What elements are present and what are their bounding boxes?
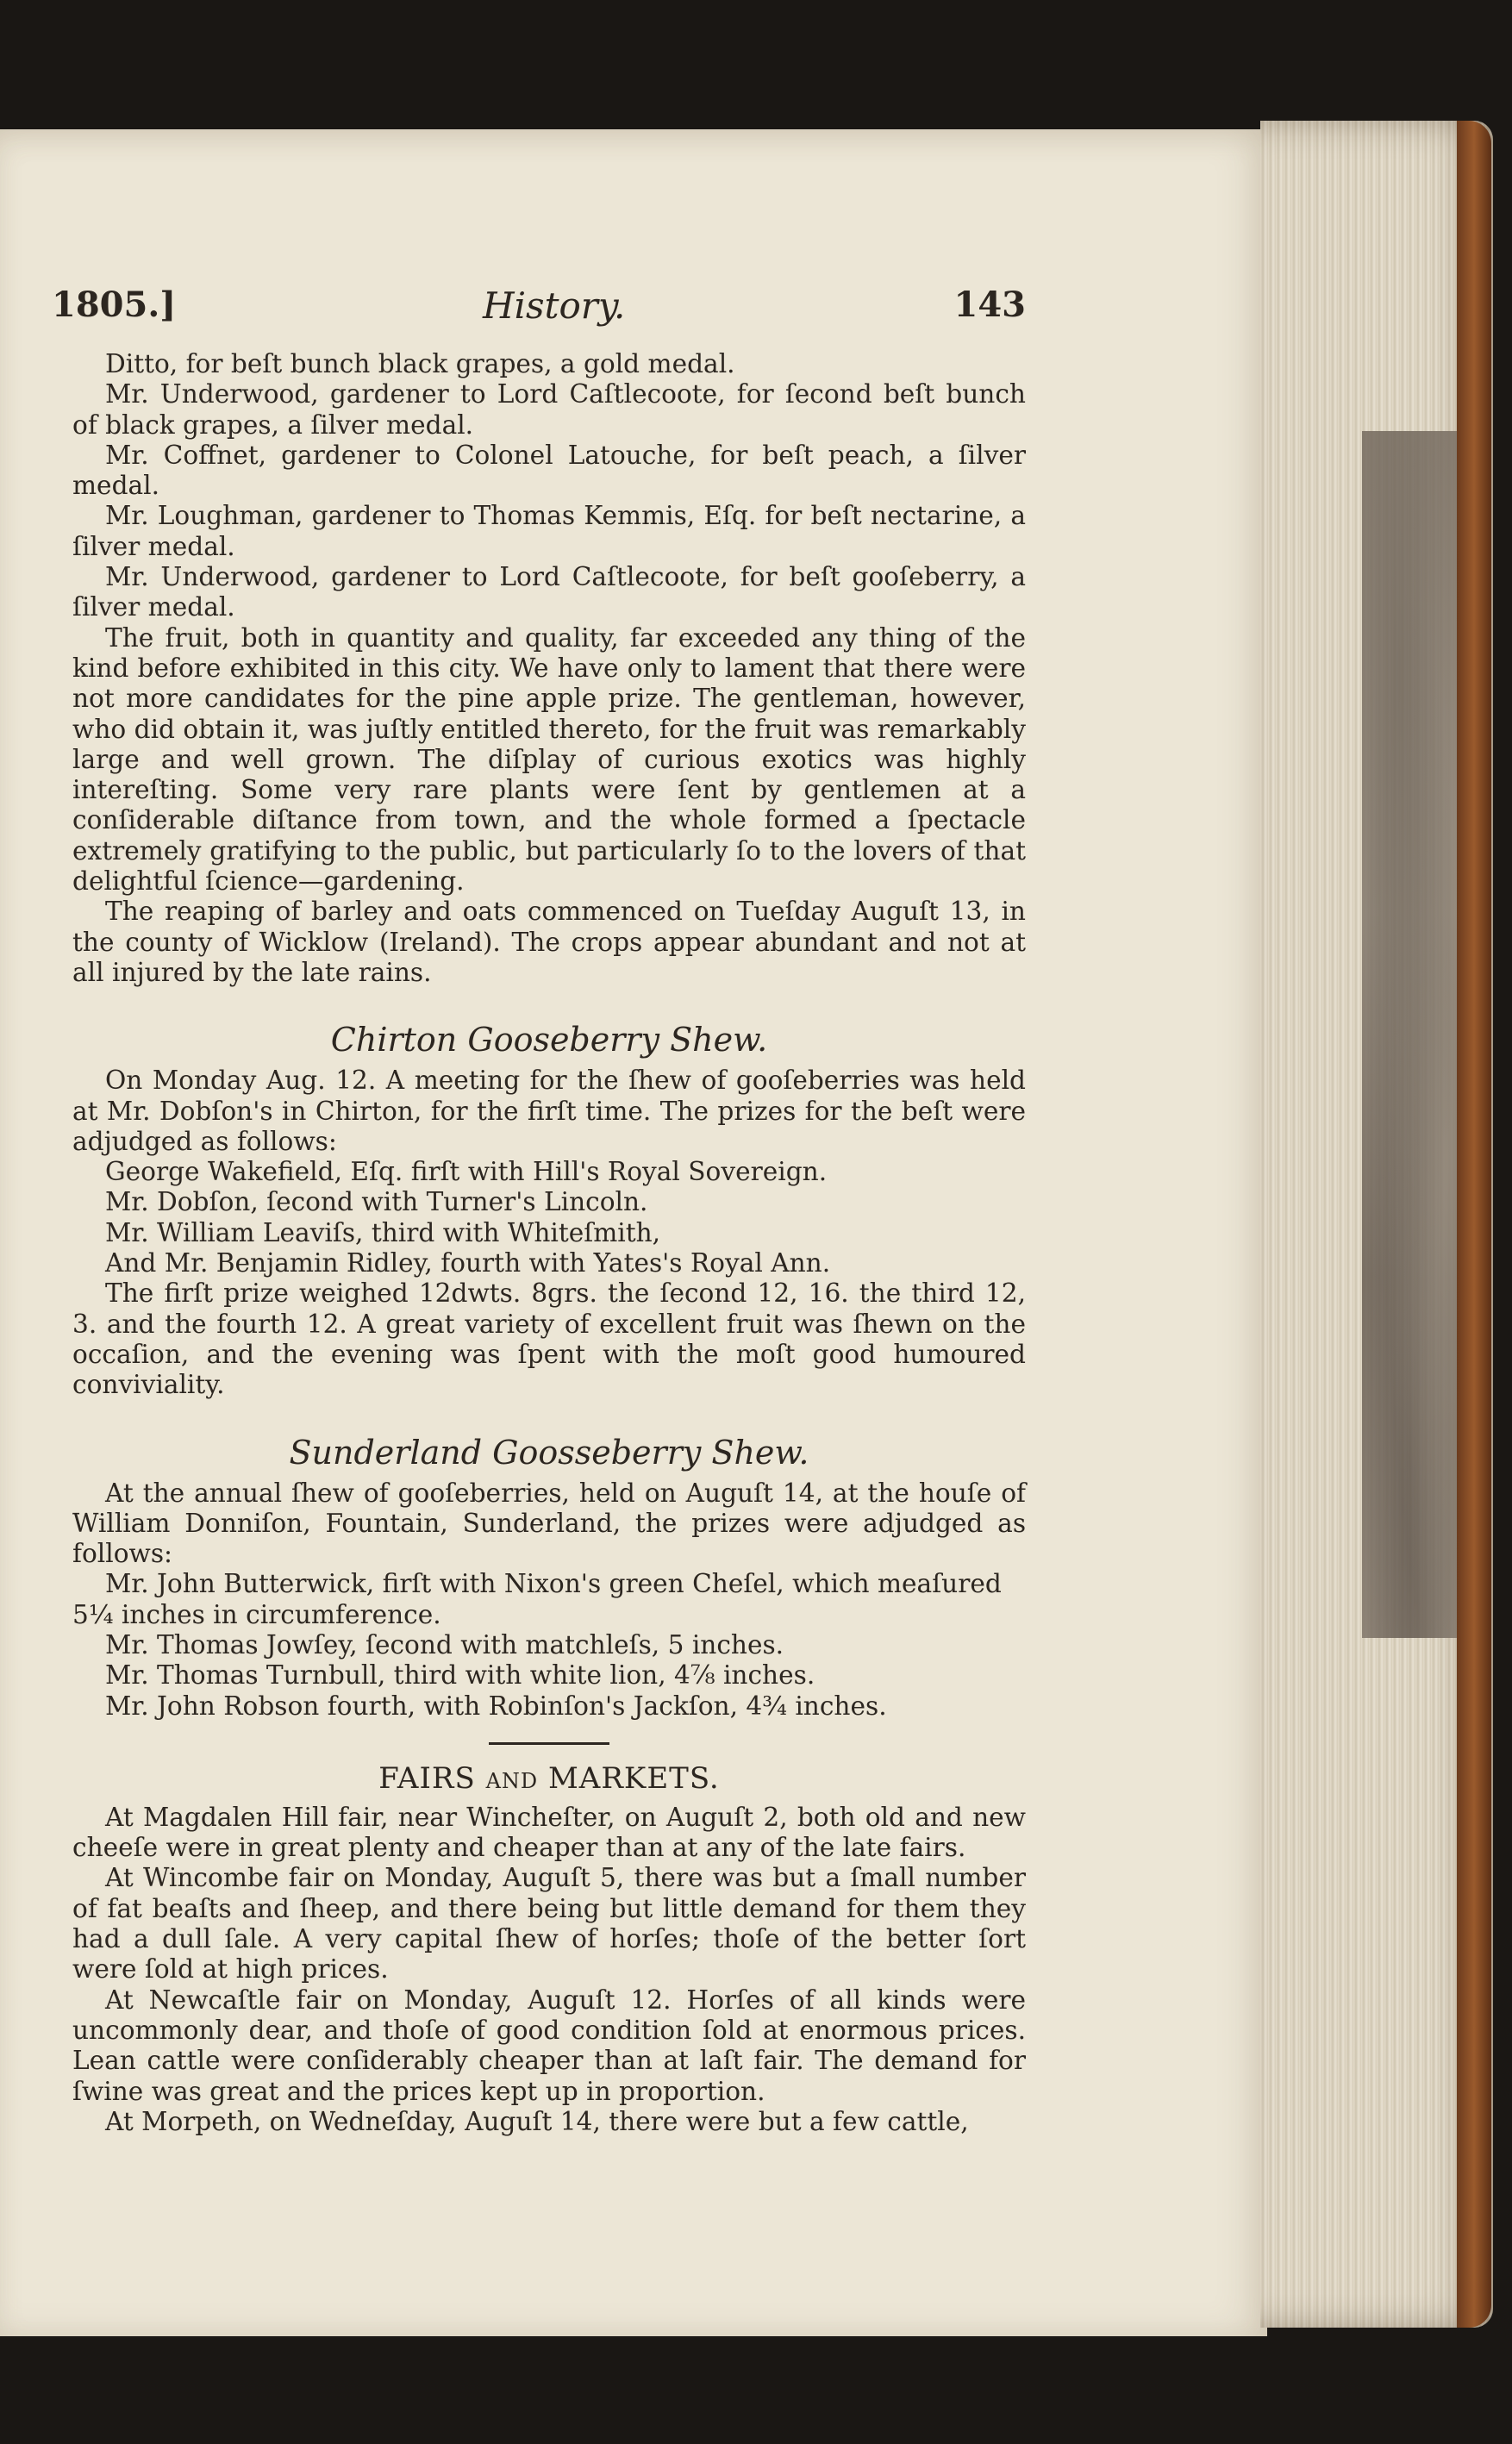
running-header [52, 284, 1026, 328]
section-heading-fairs [72, 1762, 1026, 1797]
list-item: Mr. Thomas Turnbull, third with white lion, 4⅞ inches. [105, 1660, 815, 1691]
section-divider [489, 1742, 609, 1745]
page-number: 143 [953, 284, 1026, 325]
section-heading-sunderland: Sunderland Goosseberry Shew. [289, 1433, 809, 1472]
paragraph: Ditto, for beſt bunch black grapes, a gold medal. [105, 349, 735, 378]
paragraph: Mr. Underwood, gardener to Lord Caſtlecoote, for ſecond beſt bunch of black grapes, a ſilver medal. [72, 379, 1026, 440]
paragraph: At Wincombe fair on Monday, Auguſt 5, there was but a ſmall number of fat beaſts and ſheep, and there being but little demand for them they had a dull ſale. A very capital ſhew of horſes; thoſe of the better ſort were ſold at high prices. [72, 1863, 1026, 1985]
heading-word: FAIRS [378, 1760, 476, 1796]
leather-cover-edge [1457, 121, 1491, 2328]
heading-word-small: AND [485, 1768, 539, 1793]
paragraph: At the annual ſhew of gooſeberries, held on Auguſt 14, at the houſe of William Donniſon, Fountain, Sunderland, the prizes were adjudged as follows: [72, 1478, 1026, 1569]
list-item: George Wakefield, Eſq. firſt with Hill's Royal Sovereign. [105, 1157, 828, 1187]
header-title: History. [483, 284, 626, 327]
paragraph: The reaping of barley and oats commenced on Tueſday Auguſt 13, in the county of Wicklow (Ireland). The crops appear abundant and not at all injured by the late rains. [72, 897, 1026, 987]
paragraph: The fruit, both in quantity and quality, far exceeded any thing of the kind before exhibited in this city. We have only to lament that there were not more candidates for the pine apple prize. The gentleman, however, who did obtain it, was juſtly entitled thereto, for the fruit was remarkably large and well grown. The diſplay of curious exotics was highly intereſting. Some very rare plants were ſent by gentlemen at a conſiderable diſtance from town, and the whole formed a ſpectacle extremely gratifying to the public, but particularly ſo to the lovers of that delightful ſcience—gardening. [72, 622, 1026, 897]
header-year: 1805.] [52, 284, 177, 325]
paragraph: The firſt prize weighed 12dwts. 8grs. the ſecond 12, 16. the third 12, 3. and the fourth 12. A great variety of excellent fruit was ſhewn on the occaſion, and the evening was ſpent with the moſt good humoured conviviality. [72, 1278, 1026, 1400]
paragraph: At Magdalen Hill fair, near Wincheſter, on Auguſt 2, both old and new cheeſe were in great plenty and cheaper than at any of the late fairs. [72, 1802, 1026, 1863]
list-item: And Mr. Benjamin Ridley, fourth with Yates's Royal Ann. [105, 1248, 831, 1278]
heading-word: MARKETS. [547, 1760, 720, 1796]
paragraph: At Morpeth, on Wedneſday, Auguſt 14, there were but a few cattle, [105, 2106, 969, 2136]
list-item: Mr. Thomas Jowſey, ſecond with matchleſs, 5 inches. [105, 1629, 784, 1660]
list-item: Mr. Dobſon, ſecond with Turner's Lincoln. [105, 1187, 648, 1217]
paragraph: At Newcaſtle fair on Monday, Auguſt 12. Horſes of all kinds were uncommonly dear, and thoſe of good condition ſold at enormous prices. Lean cattle were conſiderably cheaper than at laſt fair. The demand for ſwine was great and the prices kept up in proportion. [72, 1985, 1026, 2106]
paragraph: Mr. Loughman, gardener to Thomas Kemmis, Eſq. for beſt nectarine, a ſilver medal. [72, 501, 1026, 561]
section-heading-chirton: Chirton Gooseberry Shew. [330, 1021, 768, 1059]
list-item: Mr. John Butterwick, firſt with Nixon's green Cheſel, which meaſured 5¼ inches in circumference. [72, 1569, 1002, 1629]
page-body [72, 349, 1026, 2137]
list-item: Mr. John Robson fourth, with Robinſon's Jackſon, 4¾ inches. [105, 1691, 887, 1721]
list-item: Mr. William Leaviſs, third with Whiteſmith, [105, 1217, 661, 1247]
paragraph: Mr. Underwood, gardener to Lord Caſtlecoote, for beſt gooſeberry, a ſilver medal. [72, 562, 1026, 622]
paragraph: On Monday Aug. 12. A meeting for the ſhew of gooſeberries was held at Mr. Dobſon's in Chirton, for the firſt time. The prizes for the beſt were adjudged as follows: [72, 1066, 1026, 1156]
paragraph: Mr. Coffnet, gardener to Colonel Latouche, for beſt peach, a ſilver medal. [72, 440, 1026, 501]
